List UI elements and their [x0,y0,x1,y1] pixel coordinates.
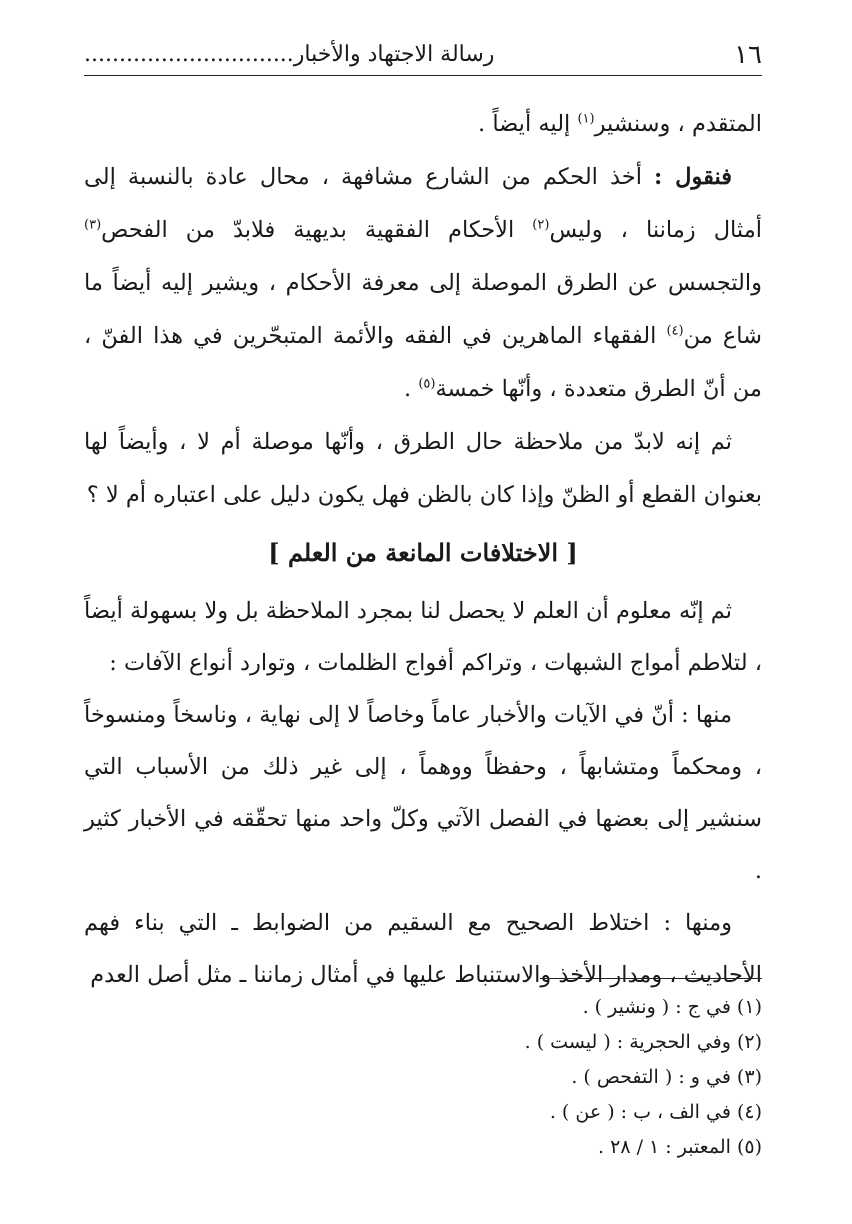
text-run: الأحكام الفقهية بديهية فلابدّ من الفحص [101,217,533,243]
footnotes [84,990,762,1165]
footnote: (٤) في الف ، ب : ( عن ) . [549,1101,762,1123]
footnote: (٢) وفي الحجرية : ( ليست ) . [524,1031,762,1053]
section-paragraph: ومنها : اختلاط الصحيح مع السقيم من الضوابط ـ التي بناء فهم الأحاديث ، ومدار الأخذ والاستنباط عليها في أمثال زماننا ـ مثل أصل العدم [84,910,762,988]
main-text [84,98,762,522]
paragraph-3: ثم إنه لابدّ من ملاحظة حال الطرق ، وأنّها موصلة أم لا ، وأيضاً لها بعنوان القطع أو الظنّ وإذا كان بالظن فهل يكون دليل على اعتباره أم لا ؟ [84,429,762,508]
text-run: إليه أيضاً . [478,111,578,137]
leader-dots: .............................. [84,42,294,67]
footnote-rule [540,978,762,979]
paragraph-2 [84,151,762,416]
footnote: (١) في ج : ( ونشير ) . [582,996,762,1018]
page-number: ١٦ [734,40,762,70]
footnote-marker: (٢) [532,217,550,233]
lead-word: فنقول : [654,164,733,190]
footnote-marker: (١) [577,111,595,127]
text-run: المتقدم ، وسنشير [594,111,762,137]
footnote: (٥) المعتبر : ١ / ٢٨ . [598,1136,762,1158]
running-title-text: رسالة الاجتهاد والأخبار [293,42,495,67]
page-header [84,38,762,74]
paragraph-1 [84,98,762,151]
footnote-marker: (٥) [418,376,436,392]
text-run: أخذ الحكم من الشارع مشافهة ، محال عادة بالنسبة إلى أمثال زماننا ، وليس [84,164,763,243]
footnote-marker: (٣) [84,217,102,233]
section-heading: [ الاختلافات المانعة من العلم ] [268,538,578,567]
text-run: الفقهاء الماهرين في الفقه والأئمة المتبحّرين في هذا الفنّ ، من أنّ الطرق متعددة ، وأنّها خمسة [84,323,762,402]
footnote: (٣) في و : ( التفحص ) . [571,1066,762,1088]
running-title [84,42,494,67]
section-paragraph: ثم إنّه معلوم أن العلم لا يحصل لنا بمجرد الملاحظة بل ولا بسهولة أيضاً ، لتلاطم أمواج الشبهات ، وتراكم أفواج الظلمات ، وتوارد أنواع الآفات : [84,598,762,676]
text-run: والتجسس عن الطرق الموصلة إلى معرفة الأحكام ، ويشير إليه أيضاً ما شاع من [84,270,762,349]
text-run: . [404,376,419,402]
section-paragraph: منها : أنّ في الآيات والأخبار عاماً وخاصاً لا إلى نهاية ، وناسخاً ومنسوخاً ، ومحكماً ومتشابهاً ، وحفظاً ووهماً ، إلى غير ذلك من الأسباب التي سنشير إلى بعضها في الفصل الآتي وكلّ واحد منها تحقّقه في الأخبار كثير . [84,702,762,884]
header-rule [84,75,762,76]
footnote-marker: (٤) [666,323,684,339]
section-text [84,585,762,1001]
